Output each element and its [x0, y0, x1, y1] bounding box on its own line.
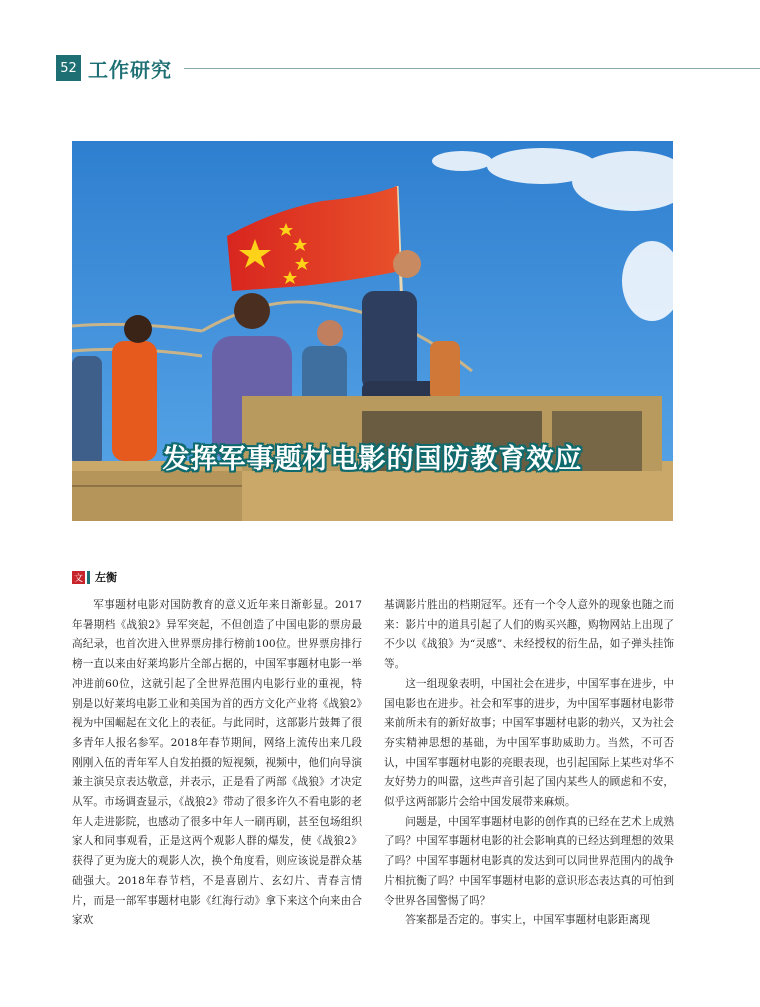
paragraph: 问题是，中国军事题材电影的创作真的已经在艺术上成熟了吗？中国军事题材电影的社会影响真的已经达到理想的效果了吗？中国军事题材电影真的发达到可以同世界范围内的战争片相抗衡了吗？中国军事题材电影的意识形态表达真的可怕到令世界各国警惕了吗？ — [384, 815, 674, 907]
paragraph: 这一组现象表明，中国社会在进步，中国军事在进步，中国电影也在进步。社会和军事的进步，为中国军事题材电影带来前所未有的新好故事；中国军事题材电影的勃兴，又为社会夯实精神思想的基础，为中国军事助威助力。当然，不可否认，中国军事题材电影的亮眼表现，也引起国际上某些对华不友好势力的叫嚣，这些声音引起了国内某些人的顾虑和不安，似乎这两部影片会给中国发展带来麻烦。 — [384, 677, 674, 809]
byline-tag: 文 — [72, 571, 85, 584]
text-column-left — [72, 596, 362, 931]
page-header — [56, 55, 760, 83]
paragraph: 基调影片胜出的档期冠军。还有一个令人意外的现象也随之而来：影片中的道具引起了人们的购买兴趣，购物网站上出现了不少以《战狼》为“灵感”、未经授权的衍生品，如子弹头挂饰等。 — [384, 599, 674, 671]
byline-bar — [87, 571, 90, 584]
article-headline: 发挥军事题材电影的国防教育效应 — [162, 444, 583, 475]
paragraph: 答案都是否定的。事实上，中国军事题材电影距离现 — [405, 914, 650, 927]
article-photo — [72, 141, 673, 521]
byline — [72, 570, 117, 584]
section-title: 工作研究 — [88, 58, 172, 82]
author-name: 左衡 — [95, 571, 117, 584]
page-number: 52 — [56, 55, 81, 81]
header-divider — [184, 68, 760, 69]
paragraph: 军事题材电影对国防教育的意义近年来日渐彰显。2017年暑期档《战狼2》异军突起，不但创造了中国电影的票房最高纪录，也首次进入世界票房排行榜前100位。世界票房排行榜一直以来由好莱坞影片全部占据的，中国军事题材电影一举冲进前60位，这就引起了全世界范围内电影行业的重视，特别是以好莱坞电影工业和美国为首的西方文化产业将《战狼2》视为中国崛起在文化上的表征。与此同时，这部影片鼓舞了很多青年人报名参军。2018年春节期间，网络上流传出来几段刚刚入伍的青年军人自发拍摄的短视频，视频中，他们向导演兼主演吴京表达敬意，并表示，正是看了两部《战狼》才决定从军。市场调查显示，《战狼2》带动了很多许久不看电影的老年人走进影院，也感动了很多中年人一刷再刷，甚至包场组织家人和同事观看，正是这两个观影人群的爆发，使《战狼2》获得了更为庞大的观影人次，换个角度看，则应该说是群众基础强大。2018年春节档，不是喜剧片、玄幻片、青春言情片，而是一部军事题材电影《红海行动》拿下来这个向来由合家欢 — [72, 599, 362, 927]
text-column-right — [384, 596, 674, 931]
